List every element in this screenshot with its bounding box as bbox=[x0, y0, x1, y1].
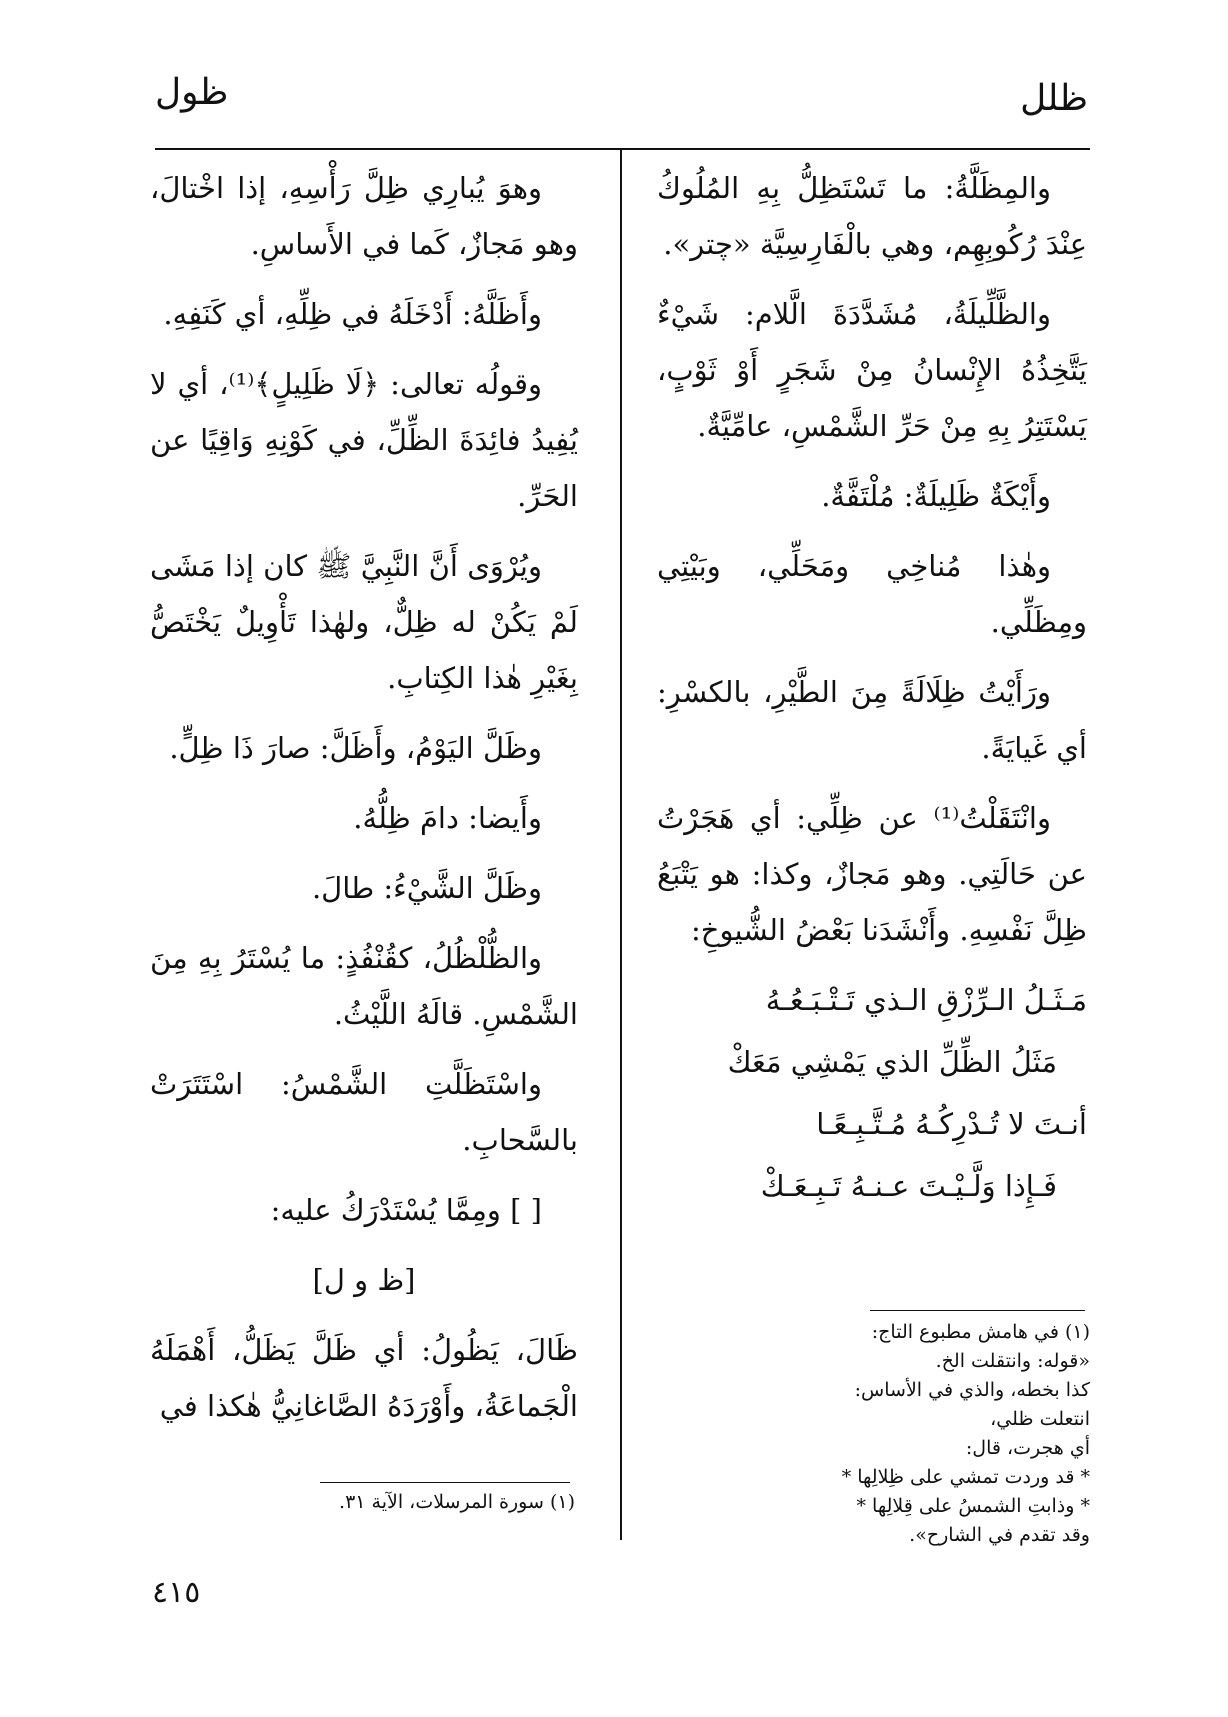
paragraph: وهٰذا مُناخِي ومَحَلِّي، وبَيْتِي ومِظَلِّي. bbox=[657, 549, 1087, 639]
header-right-title: ظلل bbox=[1020, 78, 1088, 119]
left-column bbox=[150, 160, 578, 1448]
header-rule bbox=[155, 148, 1090, 150]
footnote-rule bbox=[870, 1310, 1085, 1311]
footnote-line: (١) سورة المرسلات، الآية ٣١. bbox=[339, 1491, 575, 1513]
page-number: ٤١٥ bbox=[152, 1575, 201, 1610]
paragraph: واسْتَظَلَّتِ الشَّمْسُ: اسْتَتَرَتْ بالسَّحابِ. bbox=[150, 1067, 578, 1157]
paragraph: وظَلَّ اليَوْمُ، وأَظَلَّ: صارَ ذَا ظِلٍّ. bbox=[169, 731, 542, 765]
paragraph: وأَيضا: دامَ ظِلُّهُ. bbox=[353, 801, 542, 835]
header-left-title: ظول bbox=[155, 72, 229, 113]
footnote-line: * قد وردت تمشي على ظِلالِها * bbox=[841, 1466, 1090, 1488]
paragraph: ويُرْوَى أَنَّ النَّبِيَّ ﷺ كان إذا مَشَى لَمْ يَكُنْ له ظِلٌّ، ولهٰذا تَأْوِيلٌ يَخْتَصُّ بِغَيْرِ هٰذا الكِتابِ. bbox=[150, 549, 578, 695]
footnote-line: أي هجرت، قال: bbox=[965, 1437, 1090, 1459]
footnote-rule bbox=[320, 1482, 570, 1483]
poem-verse: مَثَلُ الظِّلِّ الذي يَمْشِي مَعَكْ bbox=[727, 1045, 1057, 1079]
footnote-line: كذا بخطه، والذي في الأساس: انتعلت ظلي، bbox=[854, 1379, 1090, 1430]
entry-heading: [ظ و ل] bbox=[312, 1263, 416, 1297]
paragraph: وظَلَّ الشَّيْءُ: طالَ. bbox=[311, 871, 542, 905]
paragraph: ورَأَيْتُ ظِلَالَةً مِنَ الطَّيْرِ، بالكسْرِ: أي غَيايَةً. bbox=[657, 675, 1087, 765]
paragraph: وقولُه تعالى: ﴿لَا ظَلِيلٍ﴾⁽¹⁾، أي لا يُفِيدُ فائِدَةَ الظِّلِّ، في كَوْنِهِ وَاقِيًا عن الحَرِّ. bbox=[150, 367, 578, 513]
footnote-line: * وذابتِ الشمسُ على قِلالِها * bbox=[856, 1495, 1090, 1517]
paragraph: والظُّلْظُلُ، كقُنْفُذٍ: ما يُسْتَرُ بِهِ مِنَ الشَّمْسِ. قالَهُ اللَّيْثُ. bbox=[150, 941, 578, 1031]
poem-verse: فَـإِذا وَلَّـيْـتَ عـنـهُ تَـبِـعَـكْ bbox=[760, 1169, 1057, 1203]
poem-verse: مَـثَـلُ الـرِّزْقِ الـذي تَـتْـبَـعُـهُ bbox=[765, 983, 1087, 1017]
paragraph: وأَيْكَةٌ ظَلِيلَةٌ: مُلْتَفَّةٌ. bbox=[821, 479, 1051, 513]
footnote-line: وقد تقدم في الشارح». bbox=[909, 1524, 1090, 1546]
footnote-line: (١) في هامش مطبوع التاج: «قوله: وانتقلت الخ. bbox=[871, 1321, 1090, 1372]
paragraph: [ ] ومِمَّا يُسْتَدْرَكُ عليه: bbox=[270, 1193, 542, 1227]
paragraph: وانْتَقَلْتُ⁽¹⁾ عن ظِلِّي: أي هَجَرْتُ عن حَالَتِي. وهو مَجازٌ، وكذا: هو يَتْبَعُ ظِلَّ نَفْسِهِ. وأَنْشَدَنا بَعْضُ الشُّيوخِ: bbox=[657, 801, 1087, 947]
column-divider bbox=[620, 150, 622, 1540]
entry-text: ظَالَ، يَظُولُ: أي ظَلَّ يَظَلُّ، أَهْمَلَهُ الْجَماعَةُ، وأَوْرَدَهُ الصَّاغانِيُّ هٰكذا في bbox=[150, 1333, 578, 1423]
poem-verse: أنـتَ لا تُـدْرِكُـهُ مُـتَّـبِـعًـا bbox=[816, 1107, 1087, 1141]
paragraph: وأَظَلَّهُ: أَدْخَلَهُ في ظِلِّهِ، أي كَنَفِهِ. bbox=[163, 297, 542, 331]
paragraph: وهوَ يُبارِي ظِلَّ رَأْسِهِ، إذا اخْتالَ، وهو مَجازٌ، كَما في الأَساسِ. bbox=[150, 171, 578, 261]
paragraph: والمِظَلَّةُ: ما تَسْتَظِلُّ بِهِ المُلُوكُ عِنْدَ رُكُوبِهِم، وهي بالْفَارِسِيَّة «چتر». bbox=[657, 171, 1087, 261]
left-footnote bbox=[280, 1488, 575, 1517]
right-column bbox=[657, 160, 1087, 1220]
right-footnote bbox=[818, 1318, 1090, 1550]
paragraph: والظَّلِّيلَةُ، مُشَدَّدَةَ الَّلام: شَيْءٌ يَتَّخِذُهُ الإِنْسانُ مِنْ شَجَرٍ أَوْ ثَوْبٍ، يَسْتَتِرُ بِهِ مِنْ حَرِّ الشَّمْسِ، عامِّيَّةٌ. bbox=[657, 297, 1087, 443]
